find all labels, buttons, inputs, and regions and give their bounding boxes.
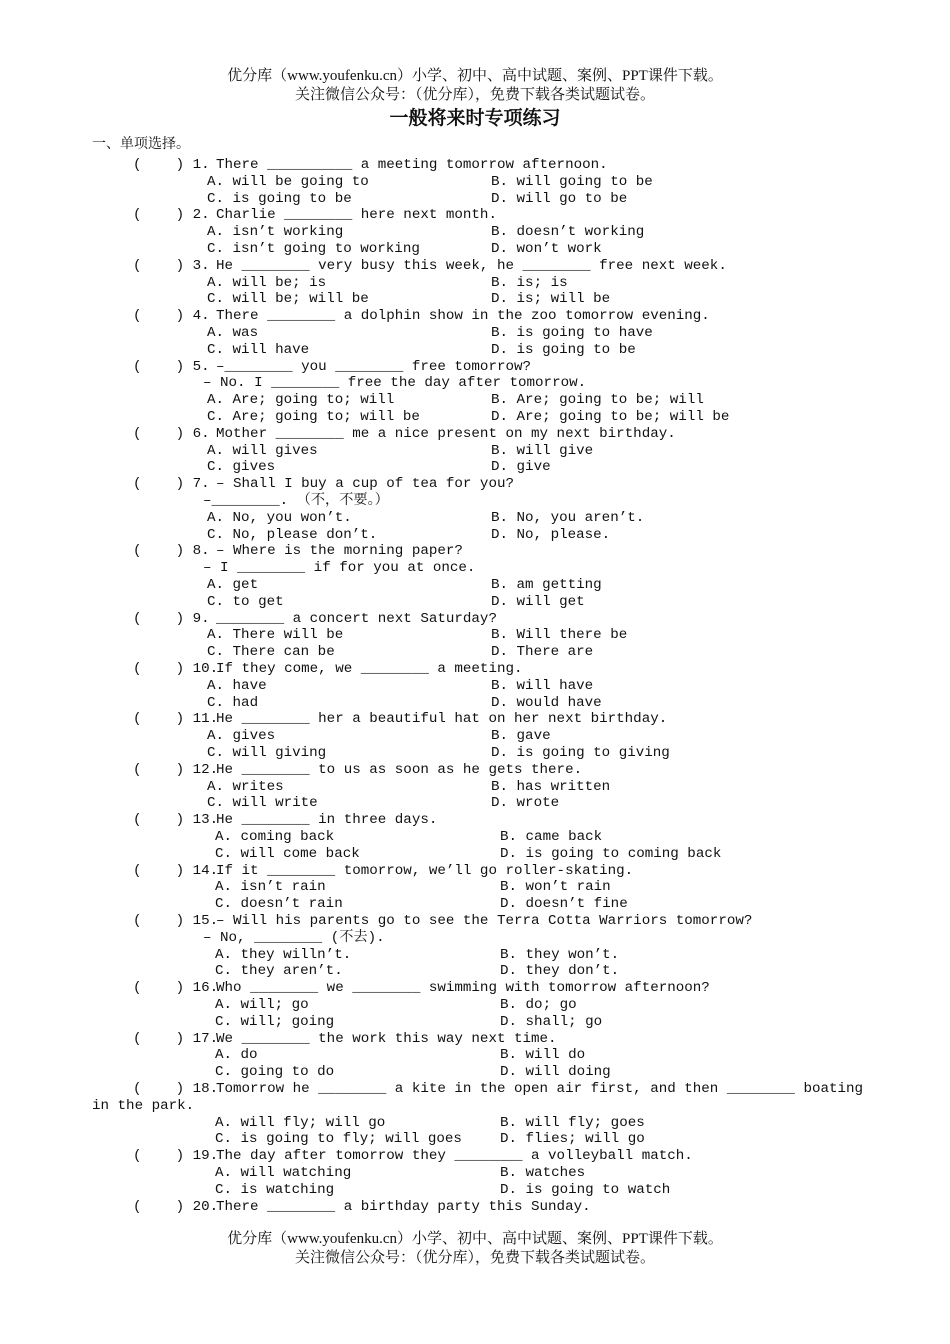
option-d: D. won’t work: [491, 241, 602, 257]
option-d: D. they don’t.: [500, 963, 620, 980]
option-c: C. will; going: [215, 1013, 335, 1030]
option-d: D. is going to giving: [491, 745, 670, 761]
option-c: C. will have: [207, 341, 310, 358]
option-b: B. watches: [500, 1165, 586, 1181]
question-number: ( ) 5.: [133, 358, 210, 375]
question-stem: – Where is the morning paper?: [216, 543, 463, 560]
option-b: B. will do: [500, 1047, 586, 1064]
option-a: A. was: [207, 325, 259, 341]
question-stem: ________ a concert next Saturday?: [216, 610, 497, 627]
option-d: D. There are: [491, 644, 594, 661]
option-c: C. they aren’t.: [215, 963, 343, 980]
question-number: ( ) 4.: [133, 308, 210, 325]
option-b: B. will going to be: [491, 173, 653, 190]
option-a: A. will; go: [215, 997, 309, 1013]
question-stem: – Will his parents go to see the Terra Cotta Warriors tomorrow?: [216, 913, 753, 929]
option-a: A. gives: [207, 728, 276, 745]
question-number: ( ) 18.: [133, 1081, 219, 1097]
header-website-line: 优分库（www.youfenku.cn）小学、初中、高中试题、案例、PPT课件下载。: [227, 68, 723, 84]
option-b: B. they won’t.: [500, 946, 620, 963]
option-d: D. No, please.: [491, 526, 611, 543]
option-c: C. is going to fly; will goes: [215, 1131, 462, 1148]
option-a: A. coming back: [215, 829, 335, 845]
option-c: C. is watching: [215, 1181, 335, 1198]
option-a: A. get: [207, 577, 259, 593]
option-b: B. is; is: [491, 274, 568, 291]
option-d: D. will doing: [500, 1064, 611, 1081]
option-a: A. There will be: [207, 627, 344, 644]
question-stem: Tomorrow he ________ a kite in the open air first, and then ________ boating: [216, 1081, 864, 1097]
section-heading: 一、单项选择。: [92, 136, 190, 152]
option-a: A. Are; going to; will: [207, 392, 395, 409]
question-stem: The day after tomorrow they ________ a volleyball match.: [216, 1148, 693, 1165]
option-b: B. Are; going to be; will: [491, 392, 704, 409]
question-stem: He ________ in three days.: [216, 812, 438, 829]
option-b: B. has written: [491, 778, 611, 795]
option-a: A. do: [215, 1047, 258, 1064]
option-c: C. Are; going to; will be: [207, 409, 420, 425]
question-number: ( ) 2.: [133, 207, 210, 224]
question-number: ( ) 15.: [133, 913, 219, 929]
option-b: B. No, you aren’t.: [491, 509, 645, 526]
question-stem: We ________ the work this way next time.: [216, 1030, 557, 1047]
option-a: A. will be; is: [207, 274, 327, 291]
question-stem: He ________ her a beautiful hat on her next birthday.: [216, 711, 668, 728]
question-stem: If they come, we ________ a meeting.: [216, 661, 523, 677]
option-c: C. will be; will be: [207, 291, 369, 308]
option-d: D. wrote: [491, 795, 560, 812]
question-number: ( ) 14.: [133, 862, 219, 879]
question-stem: There __________ a meeting tomorrow afternoon.: [216, 157, 608, 173]
option-c: C. There can be: [207, 644, 335, 661]
question-stem-continued: –________. （不，不要。）: [203, 493, 389, 509]
question-number: ( ) 10.: [133, 661, 219, 677]
option-b: B. gave: [491, 728, 551, 745]
option-c: C. going to do: [215, 1064, 335, 1081]
question-stem: – Shall I buy a cup of tea for you?: [216, 476, 514, 493]
option-a: A. will be going to: [207, 173, 369, 190]
option-d: D. Are; going to be; will be: [491, 409, 730, 425]
page-title: 一般将来时专项练习: [389, 107, 561, 129]
option-c: C. No, please don’t.: [207, 526, 378, 543]
question-number: ( ) 13.: [133, 812, 219, 829]
question-number: ( ) 16.: [133, 980, 219, 997]
option-d: D. is going to be: [491, 341, 636, 358]
option-a: A. isn’t working: [207, 224, 344, 241]
header-wechat-line: 关注微信公众号：（优分库），免费下载各类试题试卷。: [294, 87, 655, 103]
option-c: C. doesn’t rain: [215, 896, 343, 913]
option-d: D. is going to coming back: [500, 845, 722, 862]
option-b: B. will have: [491, 677, 594, 694]
option-c: C. isn’t going to working: [207, 241, 420, 257]
question-stem: Charlie ________ here next month.: [216, 207, 497, 224]
option-d: D. give: [491, 459, 551, 476]
question-number: ( ) 3.: [133, 257, 210, 274]
option-a: A. writes: [207, 778, 284, 795]
option-c: C. had: [207, 694, 259, 711]
option-d: D. is; will be: [491, 291, 611, 308]
option-b: B. will fly; goes: [500, 1114, 645, 1131]
option-a: A. will watching: [215, 1165, 352, 1181]
question-number: ( ) 1.: [133, 157, 210, 173]
option-a: A. they willn’t.: [215, 946, 352, 963]
question-stem: Mother ________ me a nice present on my next birthday.: [216, 425, 676, 442]
question-stem: There ________ a birthday party this Sunday.: [216, 1198, 591, 1215]
question-number: ( ) 9.: [133, 610, 210, 627]
option-b: B. won’t rain: [500, 879, 611, 896]
option-c: C. will write: [207, 795, 318, 812]
option-d: D. shall; go: [500, 1013, 603, 1030]
option-d: D. will get: [491, 593, 585, 610]
option-b: B. came back: [500, 829, 603, 845]
option-d: D. flies; will go: [500, 1131, 645, 1148]
question-number: ( ) 11.: [133, 711, 219, 728]
question-number: ( ) 20.: [133, 1198, 219, 1215]
question-number: ( ) 7.: [133, 476, 210, 493]
question-number: ( ) 17.: [133, 1030, 219, 1047]
option-a: A. will fly; will go: [215, 1114, 386, 1131]
question-number: ( ) 6.: [133, 425, 210, 442]
question-stem: –________ you ________ free tomorrow?: [216, 358, 532, 375]
option-a: A. will gives: [207, 442, 318, 459]
question-stem-continued: – I ________ if for you at once.: [203, 560, 476, 577]
question-stem: If it ________ tomorrow, we’ll go roller-skating.: [216, 862, 634, 879]
option-b: B. do; go: [500, 997, 577, 1013]
option-b: B. Will there be: [491, 627, 628, 644]
option-c: C. will giving: [207, 745, 327, 761]
option-b: B. doesn’t working: [491, 224, 645, 241]
option-c: C. to get: [207, 593, 284, 610]
option-b: B. am getting: [491, 577, 602, 593]
option-a: A. No, you won’t.: [207, 509, 352, 526]
option-c: C. will come back: [215, 845, 360, 862]
question-stem: There ________ a dolphin show in the zoo tomorrow evening.: [216, 308, 710, 325]
question-stem: Who ________ we ________ swimming with tomorrow afternoon?: [216, 980, 710, 997]
question-stem-continued: in the park.: [92, 1097, 195, 1114]
option-c: C. gives: [207, 459, 276, 476]
question-stem: He ________ to us as soon as he gets there.: [216, 761, 583, 778]
question-stem-continued: – No. I ________ free the day after tomorrow.: [203, 375, 587, 392]
option-d: D. will go to be: [491, 190, 628, 207]
footer-wechat-line: 关注微信公众号：（优分库），免费下载各类试题试卷。: [294, 1250, 655, 1266]
question-number: ( ) 12.: [133, 761, 219, 778]
option-d: D. is going to watch: [500, 1181, 671, 1198]
option-d: D. doesn’t fine: [500, 896, 628, 913]
option-a: A. have: [207, 677, 267, 694]
question-stem: He ________ very busy this week, he ________ free next week.: [216, 257, 727, 274]
question-number: ( ) 8.: [133, 543, 210, 560]
option-c: C. is going to be: [207, 190, 352, 207]
question-number: ( ) 19.: [133, 1148, 219, 1165]
option-a: A. isn’t rain: [215, 879, 326, 896]
option-b: B. is going to have: [491, 325, 653, 341]
option-b: B. will give: [491, 442, 594, 459]
option-d: D. would have: [491, 694, 602, 711]
footer-website-line: 优分库（www.youfenku.cn）小学、初中、高中试题、案例、PPT课件下载。: [227, 1231, 723, 1247]
question-stem-continued: – No, ________ (不去).: [203, 929, 385, 946]
